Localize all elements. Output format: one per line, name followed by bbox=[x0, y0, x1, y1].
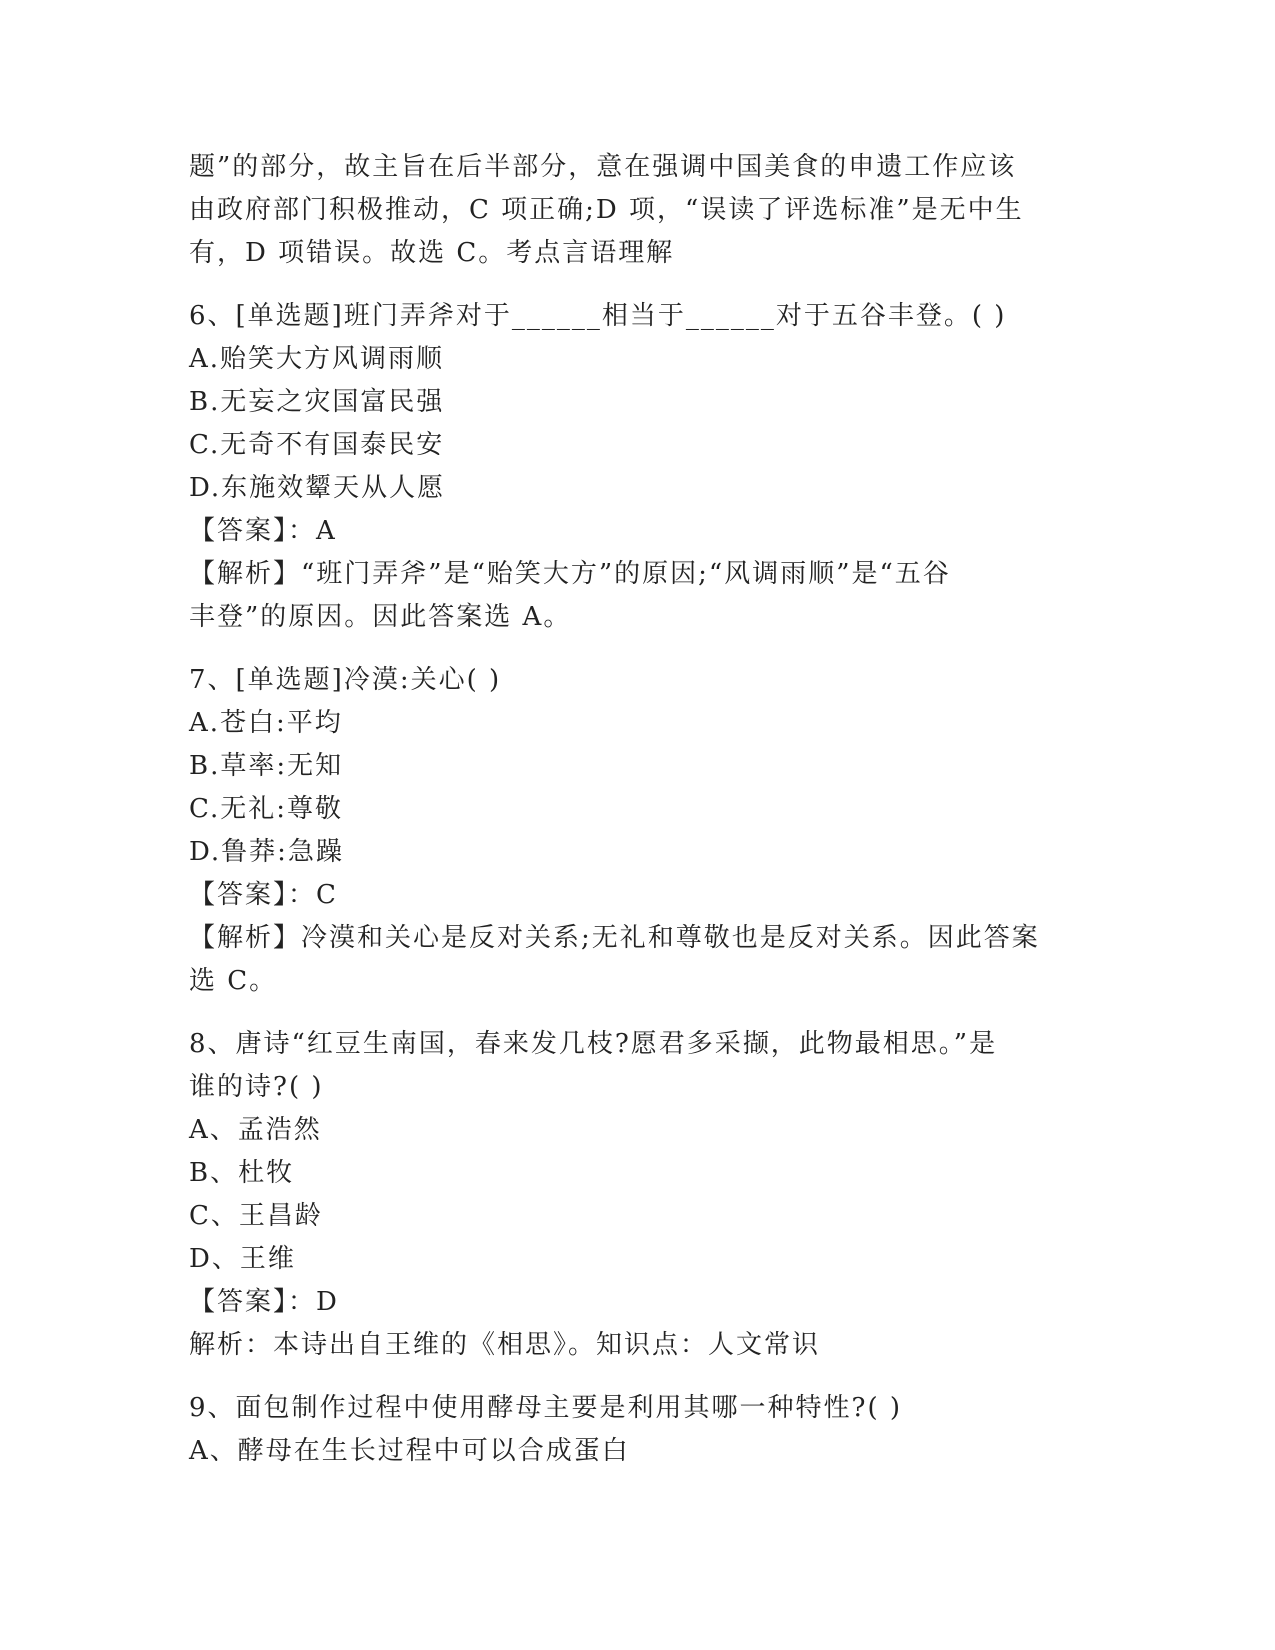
option-d: D.鲁莽:急躁 bbox=[189, 837, 344, 867]
question-6 bbox=[189, 295, 1089, 639]
question-7 bbox=[189, 659, 1089, 1003]
analysis-line: 题”的部分，故主旨在后半部分，意在强调中国美食的申遗工作应该 bbox=[189, 152, 1017, 182]
option-c: C.无奇不有国泰民安 bbox=[189, 430, 445, 460]
option-a: A、孟浩然 bbox=[189, 1115, 322, 1145]
question-8 bbox=[189, 1023, 1089, 1367]
option-d: D.东施效颦天从人愿 bbox=[189, 473, 446, 503]
analysis-line: 选 C。 bbox=[189, 966, 278, 996]
question-stem: 9、面包制作过程中使用酵母主要是利用其哪一种特性?( ) bbox=[189, 1393, 903, 1423]
analysis-line: 解析：本诗出自王维的《相思》。知识点：人文常识 bbox=[189, 1330, 821, 1360]
option-b: B.无妄之灾国富民强 bbox=[189, 387, 445, 417]
option-a: A.苍白:平均 bbox=[189, 708, 343, 738]
analysis-line: 由政府部门积极推动，C 项正确;D 项，“误读了评选标准”是无中生 bbox=[189, 195, 1024, 225]
previous-question-analysis bbox=[189, 146, 1089, 275]
option-b: B.草率:无知 bbox=[189, 751, 344, 781]
analysis-line: 有，D 项错误。故选 C。考点言语理解 bbox=[189, 238, 675, 268]
option-b: B、杜牧 bbox=[189, 1158, 295, 1188]
question-stem: 谁的诗?( ) bbox=[189, 1072, 324, 1102]
question-9 bbox=[189, 1387, 1089, 1473]
answer-line: 【答案】：D bbox=[189, 1287, 339, 1317]
option-d: D、王维 bbox=[189, 1244, 296, 1274]
question-stem: 7、[单选题]冷漠:关心( ) bbox=[189, 665, 502, 695]
option-a: A.贻笑大方风调雨顺 bbox=[189, 344, 445, 374]
analysis-line: 丰登”的原因。因此答案选 A。 bbox=[189, 602, 572, 632]
analysis-line: 【解析】冷漠和关心是反对关系;无礼和尊敬也是反对关系。因此答案 bbox=[189, 923, 1040, 953]
answer-line: 【答案】：C bbox=[189, 880, 338, 910]
answer-line: 【答案】：A bbox=[189, 516, 337, 546]
analysis-line: 【解析】“班门弄斧”是“贻笑大方”的原因;“风调雨顺”是“五谷 bbox=[189, 559, 951, 589]
option-c: C.无礼:尊敬 bbox=[189, 794, 343, 824]
option-a: A、酵母在生长过程中可以合成蛋白 bbox=[189, 1436, 630, 1466]
question-stem: 8、唐诗“红豆生南国，春来发几枝?愿君多采撷，此物最相思。”是 bbox=[189, 1029, 998, 1059]
option-c: C、王昌龄 bbox=[189, 1201, 323, 1231]
document-page bbox=[189, 146, 1089, 1473]
question-stem: 6、[单选题]班门弄斧对于______相当于______对于五谷丰登。( ) bbox=[189, 301, 1007, 331]
